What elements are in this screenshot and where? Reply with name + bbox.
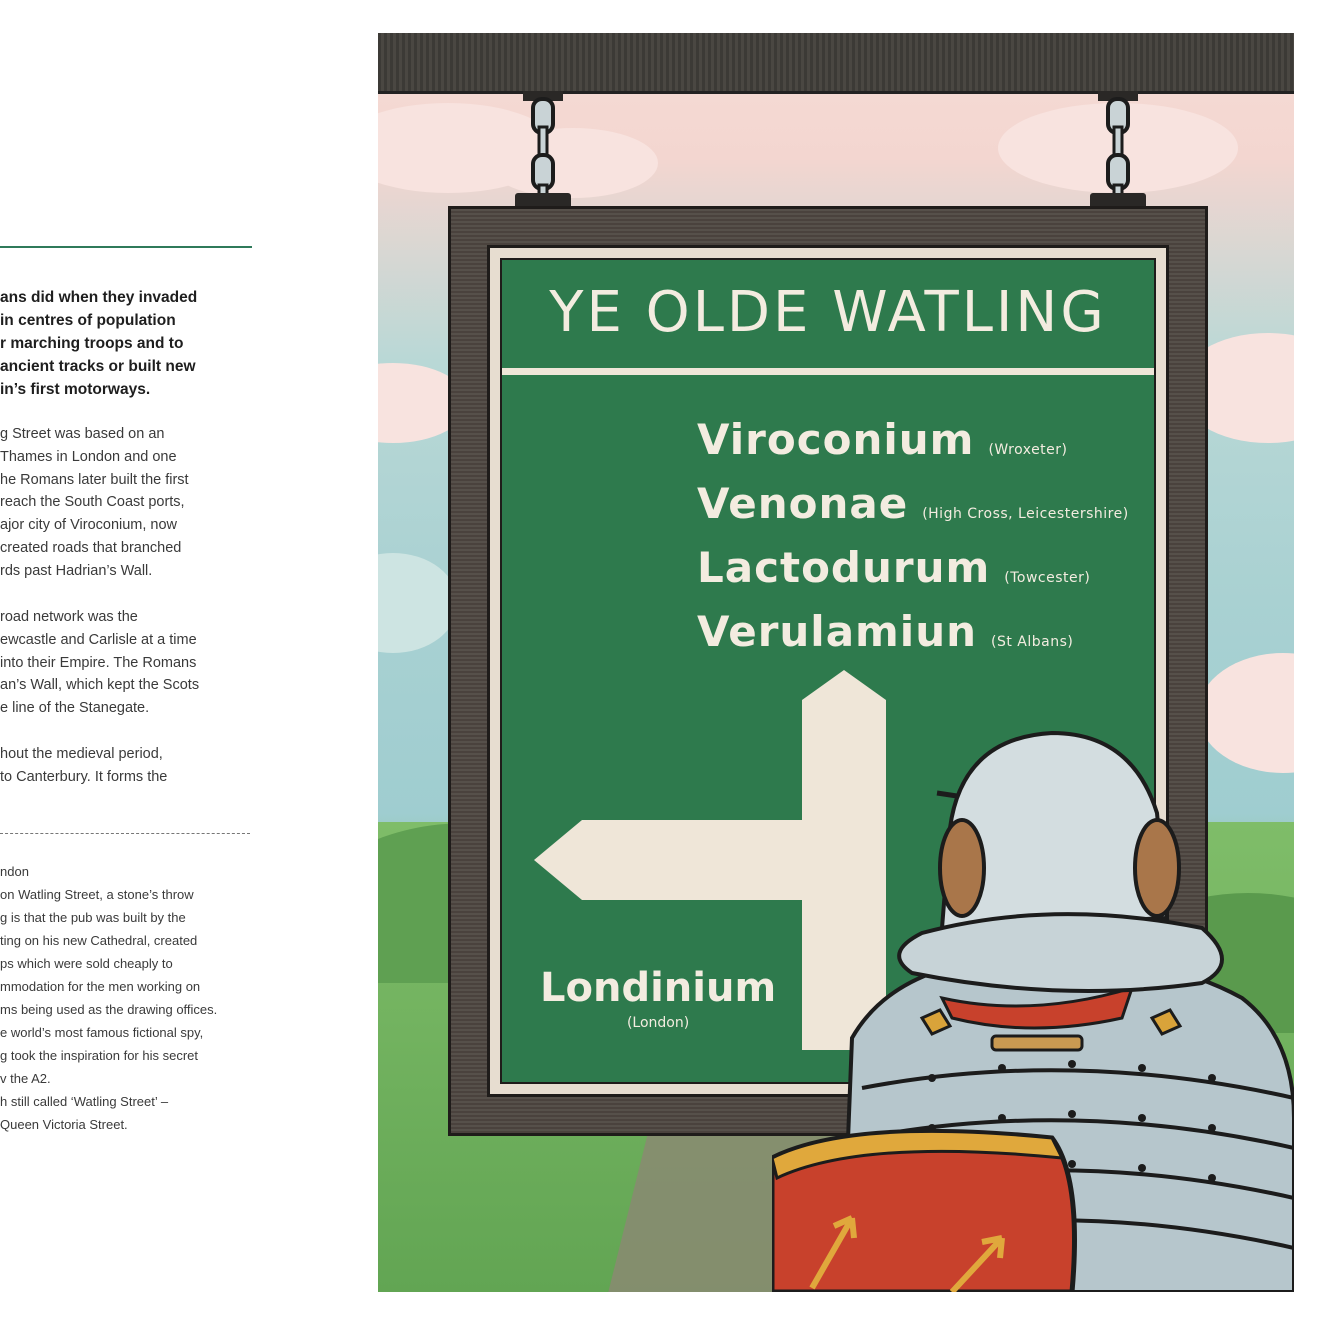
body-line: reach the South Coast ports,: [0, 494, 185, 511]
sign-title: YE OLDE WATLING: [549, 280, 1107, 345]
destination-modern-name: (St Albans): [991, 634, 1074, 650]
note-line: on Watling Street, a stone’s throw: [0, 887, 194, 902]
body-line: Thames in London and one: [0, 448, 177, 465]
body-line: to Canterbury. It forms the: [0, 768, 168, 785]
left-destination-name: Londinium: [540, 965, 777, 1011]
body-line: ewcastle and Carlisle at a time: [0, 631, 197, 648]
left-destination-modern-name: (London): [626, 1015, 690, 1031]
body-line: an’s Wall, which kept the Scots: [0, 677, 200, 694]
body-paragraph-1: [0, 423, 260, 583]
cloud: [488, 128, 658, 198]
body-line: he Romans later built the first: [0, 471, 189, 488]
destination-modern-name: (Towcester): [1004, 570, 1091, 586]
pub-sign-illustration: [378, 33, 1294, 1292]
body-line: into their Empire. The Romans: [0, 654, 197, 671]
destination-name: Viroconium: [697, 415, 975, 464]
note-line: mmodation for the men working on: [0, 979, 201, 994]
body-paragraph-3: [0, 743, 260, 789]
body-line: hout the medieval period,: [0, 746, 163, 762]
note-line: Queen Victoria Street.: [0, 1117, 128, 1132]
lead-line: r marching troops and to: [0, 335, 184, 352]
body-line: road network was the: [0, 609, 138, 625]
body-paragraph-2: [0, 606, 260, 720]
lead-line: in centres of population: [0, 312, 176, 329]
sidebar-notes: [0, 860, 260, 1136]
note-line: ndon: [0, 864, 29, 879]
chain-right: [1096, 91, 1140, 206]
destination-name: Verulamiun: [697, 607, 978, 656]
lead-line: ancient tracks or built new: [0, 358, 196, 375]
note-line: g is that the pub was built by the: [0, 910, 186, 925]
destination-name: Venonae: [697, 479, 909, 528]
note-line: g took the inspiration for his secret: [0, 1048, 198, 1063]
chain-left: [521, 91, 565, 206]
londinium-label: [540, 965, 776, 1031]
destination-modern-name: (High Cross, Leicestershire): [922, 506, 1129, 522]
lead-paragraph: [0, 286, 260, 401]
body-line: e line of the Stanegate.: [0, 700, 150, 717]
dashed-divider: [0, 833, 250, 834]
destination-name: Lactodurum: [697, 543, 991, 592]
lead-line: ans did when they invaded: [0, 289, 198, 306]
note-line: e world’s most famous fictional spy,: [0, 1025, 204, 1040]
article-text-column: [0, 0, 260, 1320]
body-line: ajor city of Viroconium, now: [0, 517, 178, 534]
note-line: v the A2.: [0, 1071, 51, 1086]
body-line: rds past Hadrian’s Wall.: [0, 562, 153, 579]
lead-line: in’s first motorways.: [0, 381, 151, 398]
wooden-beam: [378, 33, 1294, 94]
body-line: created roads that branched: [0, 539, 182, 556]
body-line: g Street was based on an: [0, 426, 165, 442]
section-rule: [0, 246, 252, 248]
cloud: [378, 553, 458, 653]
destination-modern-name: (Wroxeter): [988, 442, 1068, 458]
roman-soldier-figure: [772, 718, 1294, 1292]
note-line: ms being used as the drawing offices.: [0, 1002, 218, 1017]
note-line: h still called ‘Watling Street’ –: [0, 1094, 169, 1109]
note-line: ps which were sold cheaply to: [0, 956, 173, 971]
note-line: ting on his new Cathedral, created: [0, 933, 198, 948]
